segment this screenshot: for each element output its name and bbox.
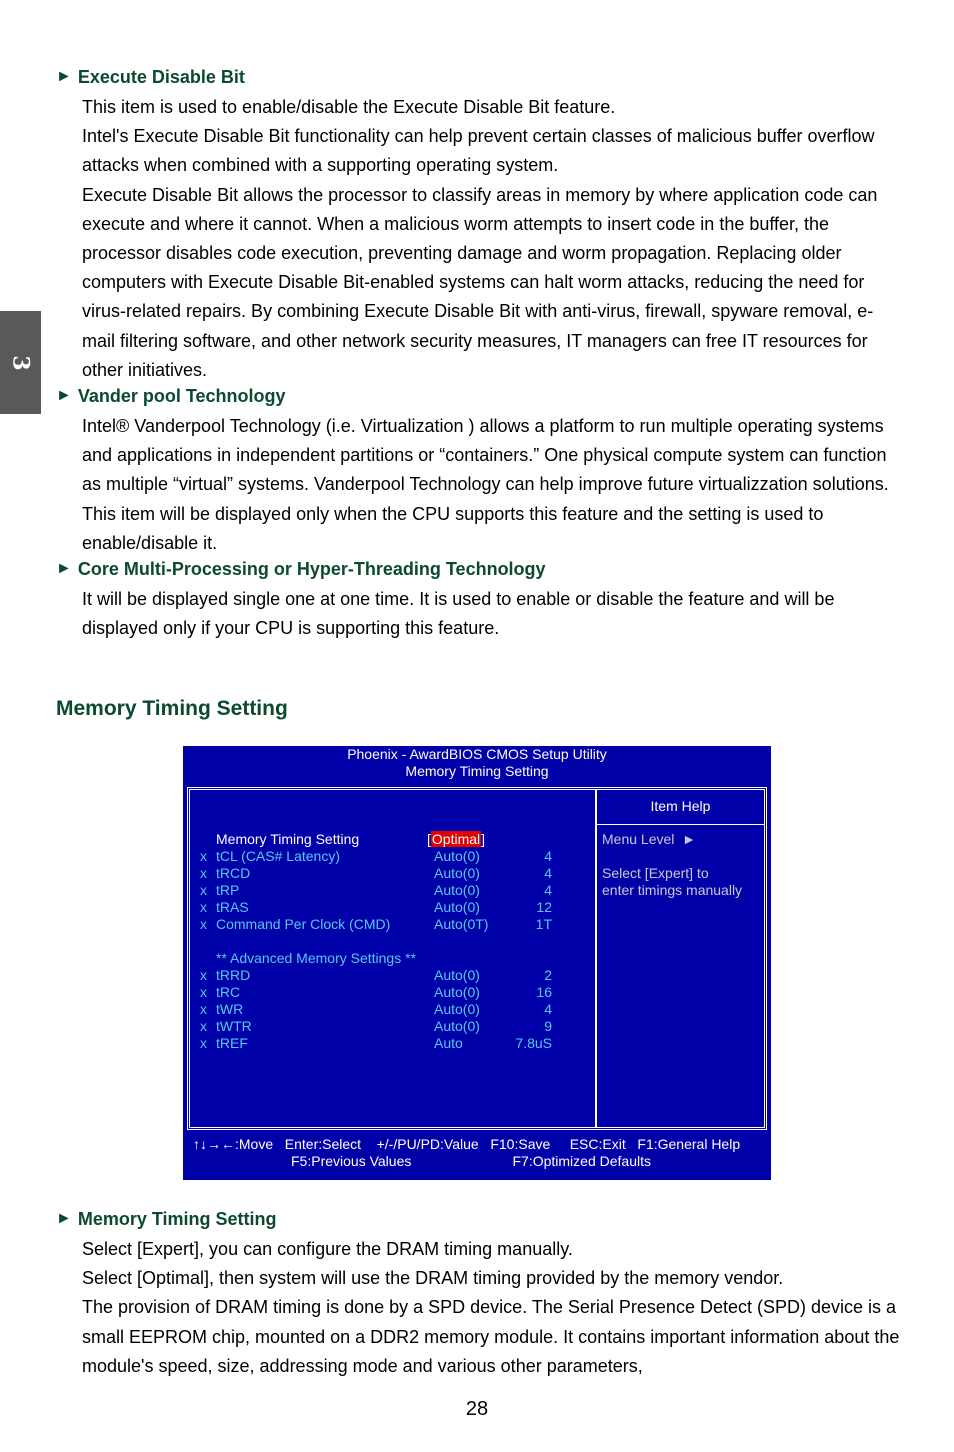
item-value[interactable]: Auto(0) [434, 1001, 480, 1017]
item-label: tCL (CAS# Latency) [216, 848, 340, 864]
item-current: 4 [544, 1001, 552, 1017]
item-value[interactable]: Auto(0) [434, 984, 480, 1000]
bios-subtitle: Memory Timing Setting [405, 763, 549, 779]
chapter-tab [0, 311, 41, 414]
bios-item-twr[interactable] [190, 1001, 590, 1018]
item-label: tWR [216, 1001, 244, 1017]
item-current: 4 [544, 882, 552, 898]
section-heading [56, 66, 906, 88]
disabled-marker: x [200, 848, 207, 864]
panel-divider [595, 790, 597, 1127]
advanced-header-text: ** Advanced Memory Settings ** [216, 950, 416, 966]
advanced-settings-header [190, 950, 590, 967]
item-current: 9 [544, 1018, 552, 1034]
section-title: Memory Timing Setting [56, 697, 288, 720]
disabled-marker: x [200, 865, 207, 881]
help-separator [597, 824, 764, 825]
section-heading [56, 558, 906, 580]
bios-frame [187, 787, 767, 1130]
disabled-marker: x [200, 1035, 207, 1051]
paragraph: Intel's Execute Disable Bit functionality can help prevent certain classes of malicious buffer overflow attacks when combined with a supporting operating system. [82, 126, 875, 176]
selected-value[interactable]: Optimal [431, 831, 481, 847]
item-label: tRAS [216, 899, 249, 915]
item-label: Memory Timing Setting [216, 831, 360, 847]
disabled-marker: x [200, 1001, 207, 1017]
heading-text: Memory Timing Setting [77, 1209, 277, 1229]
paragraph: Select [Expert], you can configure the DRAM timing manually. [82, 1239, 573, 1259]
bios-item-tref[interactable] [190, 1035, 590, 1052]
item-label: tWTR [216, 1018, 252, 1034]
item-current: 1T [535, 916, 552, 932]
triangle-bullet-icon: ► [56, 68, 72, 85]
item-label: tRCD [216, 865, 251, 881]
bios-item-trrd[interactable] [190, 967, 590, 984]
item-value[interactable]: Auto(0) [434, 1018, 480, 1034]
bios-item-tcl[interactable] [190, 848, 590, 865]
triangle-bullet-icon: ► [56, 1210, 72, 1227]
item-help-title: Item Help [650, 798, 711, 814]
item-label: tREF [216, 1035, 248, 1051]
item-value[interactable]: Auto(0) [434, 967, 480, 983]
page-number: 28 [465, 1398, 489, 1420]
section-body [82, 585, 906, 643]
item-value[interactable]: Auto(0) [434, 882, 480, 898]
section-core-multiprocessing [56, 558, 906, 643]
item-label: tRRD [216, 967, 251, 983]
disabled-marker: x [200, 916, 207, 932]
item-value[interactable]: Auto [434, 1035, 463, 1051]
item-label: tRP [216, 882, 240, 898]
triangle-bullet-icon: ► [56, 560, 72, 577]
paragraph: This item is used to enable/disable the Execute Disable Bit feature. [82, 97, 616, 117]
bios-item-cmd[interactable] [190, 916, 590, 933]
triangle-bullet-icon: ► [56, 387, 72, 404]
section-memory-timing-setting [56, 1208, 906, 1381]
bios-footer-keys-2: F5:Previous Values F7:Optimized Defaults [291, 1153, 651, 1169]
section-execute-disable-bit [56, 66, 906, 385]
section-heading [56, 385, 906, 407]
item-label: Command Per Clock (CMD) [216, 916, 391, 932]
section-vanderpool [56, 385, 906, 558]
help-menu-level [602, 831, 696, 848]
item-current: 4 [544, 865, 552, 881]
item-value[interactable]: [Optimal] [427, 831, 486, 847]
bios-item-twtr[interactable] [190, 1018, 590, 1035]
bios-item-tras[interactable] [190, 899, 590, 916]
section-heading [56, 1208, 906, 1230]
disabled-marker: x [200, 882, 207, 898]
item-current: 16 [536, 984, 552, 1000]
heading-text: Vander pool Technology [77, 386, 286, 406]
section-body [82, 93, 906, 385]
help-line: enter timings manually [602, 882, 743, 898]
item-value[interactable]: Auto(0) [434, 848, 480, 864]
paragraph: Select [Optimal], then system will use the DRAM timing provided by the memory vendor. [82, 1268, 784, 1289]
item-current: 7.8uS [515, 1035, 552, 1051]
section-body [82, 412, 906, 558]
paragraph: Execute Disable Bit allows the processor to classify areas in memory by where application code can execute and where it cannot. When a malicious worm attempts to insert code in the buffer, the processor disables code execution, preventing damage and worm propagation. Replacing older computers with Execute Disable Bit-enabled systems can halt worm attacks, reducing the need for virus-related repairs. By combining Execute Disable Bit with anti-virus, firewall, spyware removal, e-mail filtering software, and other network security measures, IT managers can free IT resources for other initiatives. [82, 184, 878, 380]
disabled-marker: x [200, 899, 207, 915]
bios-title: Phoenix - AwardBIOS CMOS Setup Utility [347, 746, 607, 762]
item-current: 4 [544, 848, 552, 864]
heading-text: Core Multi-Processing or Hyper-Threading Technology [77, 559, 546, 579]
heading-text: Execute Disable Bit [77, 67, 245, 87]
chapter-number: 3 [7, 354, 34, 371]
bios-item-trc[interactable] [190, 984, 590, 1001]
paragraph: Intel® Vanderpool Technology (i.e. Virtualization ) allows a platform to run multiple operating systems and applications in independent partitions or “containers.” One physical compute system can function as multiple “virtual” systems. Vanderpool Technology can help improve future virtualizzation solutions. This item will be displayed only when the CPU supports this feature and the setting is used to enable/disable it. [82, 416, 889, 553]
item-value[interactable]: Auto(0) [434, 865, 480, 881]
paragraph: The provision of DRAM timing is done by a SPD device. The Serial Presence Detect (SPD) device is a small EEPROM chip, mounted on a DDR2 memory module. It contains important information about the module's speed, size, addressing mode and various other parameters, [82, 1297, 900, 1376]
help-line: Select [Expert] to [602, 865, 709, 881]
bios-item-trcd[interactable] [190, 865, 590, 882]
item-current: 2 [544, 967, 552, 983]
disabled-marker: x [200, 1018, 207, 1034]
disabled-marker: x [200, 984, 207, 1000]
bios-footer-keys: ↑↓→←:Move Enter:Select +/-/PU/PD:Value F10:Save ESC:Exit F1:General Help [193, 1136, 741, 1152]
section-body [82, 1235, 906, 1381]
bios-item-trp[interactable] [190, 882, 590, 899]
bios-screen [183, 746, 771, 1180]
paragraph: It will be displayed single one at one time. It is used to enable or disable the feature and will be displayed only if your CPU is supporting this feature. [82, 589, 835, 639]
help-menu-level-text: Menu Level [602, 831, 675, 847]
disabled-marker: x [200, 967, 207, 983]
bios-item-memory-timing-setting[interactable] [190, 831, 590, 848]
item-value[interactable]: Auto(0) [434, 899, 480, 915]
item-label: tRC [216, 984, 241, 1000]
triangle-right-icon: ► [682, 831, 697, 847]
item-current: 12 [536, 899, 552, 915]
item-value[interactable]: Auto(0T) [434, 916, 489, 932]
